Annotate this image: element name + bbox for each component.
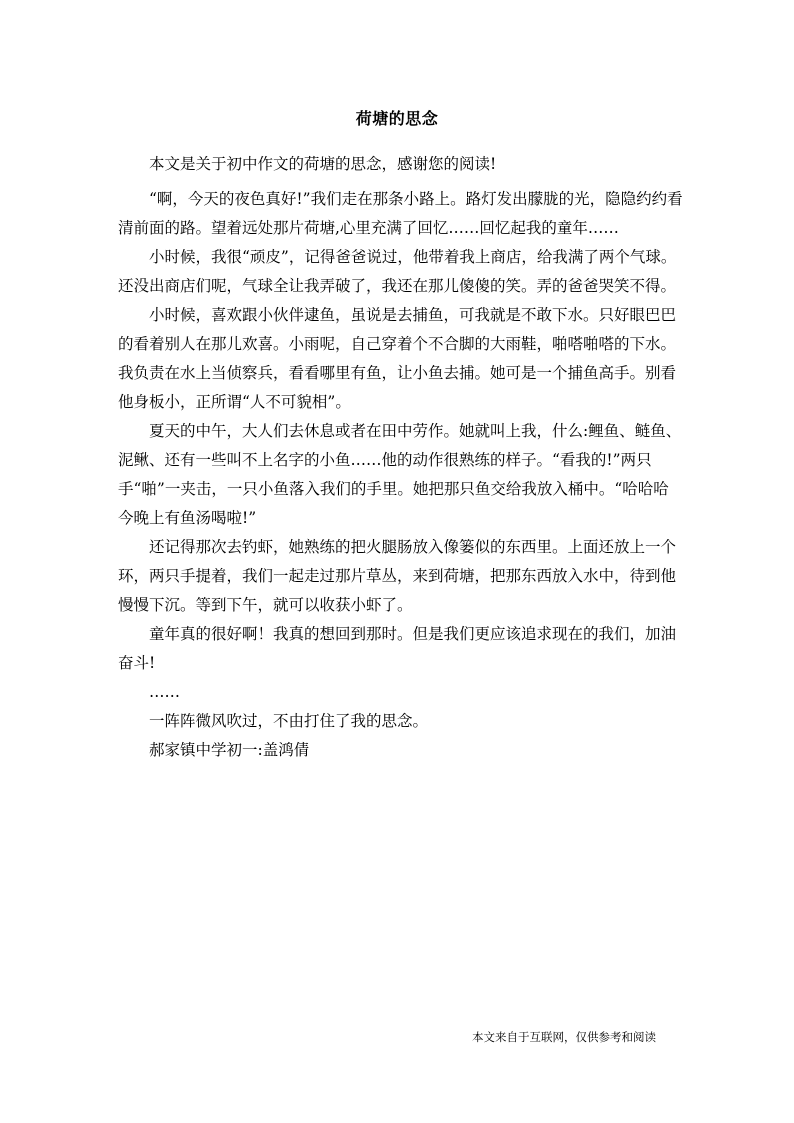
document-title: 荷塘的思念 <box>355 109 439 128</box>
footer-note: 本文来自于互联网，仅供参考和阅读 <box>472 1030 656 1044</box>
ellipsis-line: …… <box>149 683 180 701</box>
paragraph: 小时候，我很“顽皮”，记得爸爸说过，他带着我上商店，给我满了两个气球。还没出商店们呢，气球全让我弄破了，我还在那儿傻傻的笑。弄的爸爸哭笑不得。 <box>118 248 677 295</box>
paragraph: 一阵阵微风吹过，不由打住了我的思念。 <box>149 712 429 730</box>
author-line: 郝家镇中学初一:盖鸿倩 <box>149 741 310 759</box>
paragraph: 夏天的中午，大人们去休息或者在田中劳作。她就叫上我，什么:鲤鱼、鲢鱼、泥鳅、还有一些叫不上名字的小鱼……他的动作很熟练的样子。“看我的!”两只手“啪”一夹击，一只小鱼落入我们的手里。她把那只鱼交给我放入桶中。“哈哈哈今晚上有鱼汤喝啦!” <box>118 422 682 527</box>
paragraph: 还记得那次去钓虾，她熟练的把火腿肠放入像篓似的东西里。上面还放上一个环，两只手提着，我们一起走过那片草丛，来到荷塘，把那东西放入水中，待到他慢慢下沉。等到下午，就可以收获小虾了。 <box>118 538 677 614</box>
paragraph: “啊，今天的夜色真好!”我们走在那条小路上。路灯发出朦胧的光，隐隐约约看清前面的路。望着远处那片荷塘,心里充满了回忆……回忆起我的童年…… <box>118 190 683 237</box>
intro-paragraph: 本文是关于初中作文的荷塘的思念，感谢您的阅读! <box>149 155 497 173</box>
paragraph: 小时候，喜欢跟小伙伴逮鱼，虽说是去捕鱼，可我就是不敢下水。只好眼巴巴的看着别人在那儿欢喜。小雨呢，自己穿着个不合脚的大雨鞋，啪嗒啪嗒的下水。我负责在水上当侦察兵，看看哪里有鱼，让小鱼去捕。她可是一个捕鱼高手。别看他身板小，正所谓“人不可貌相”。 <box>118 306 677 411</box>
paragraph: 童年真的很好啊！我真的想回到那时。但是我们更应该追求现在的我们，加油奋斗! <box>118 625 677 672</box>
document-body <box>118 150 684 765</box>
